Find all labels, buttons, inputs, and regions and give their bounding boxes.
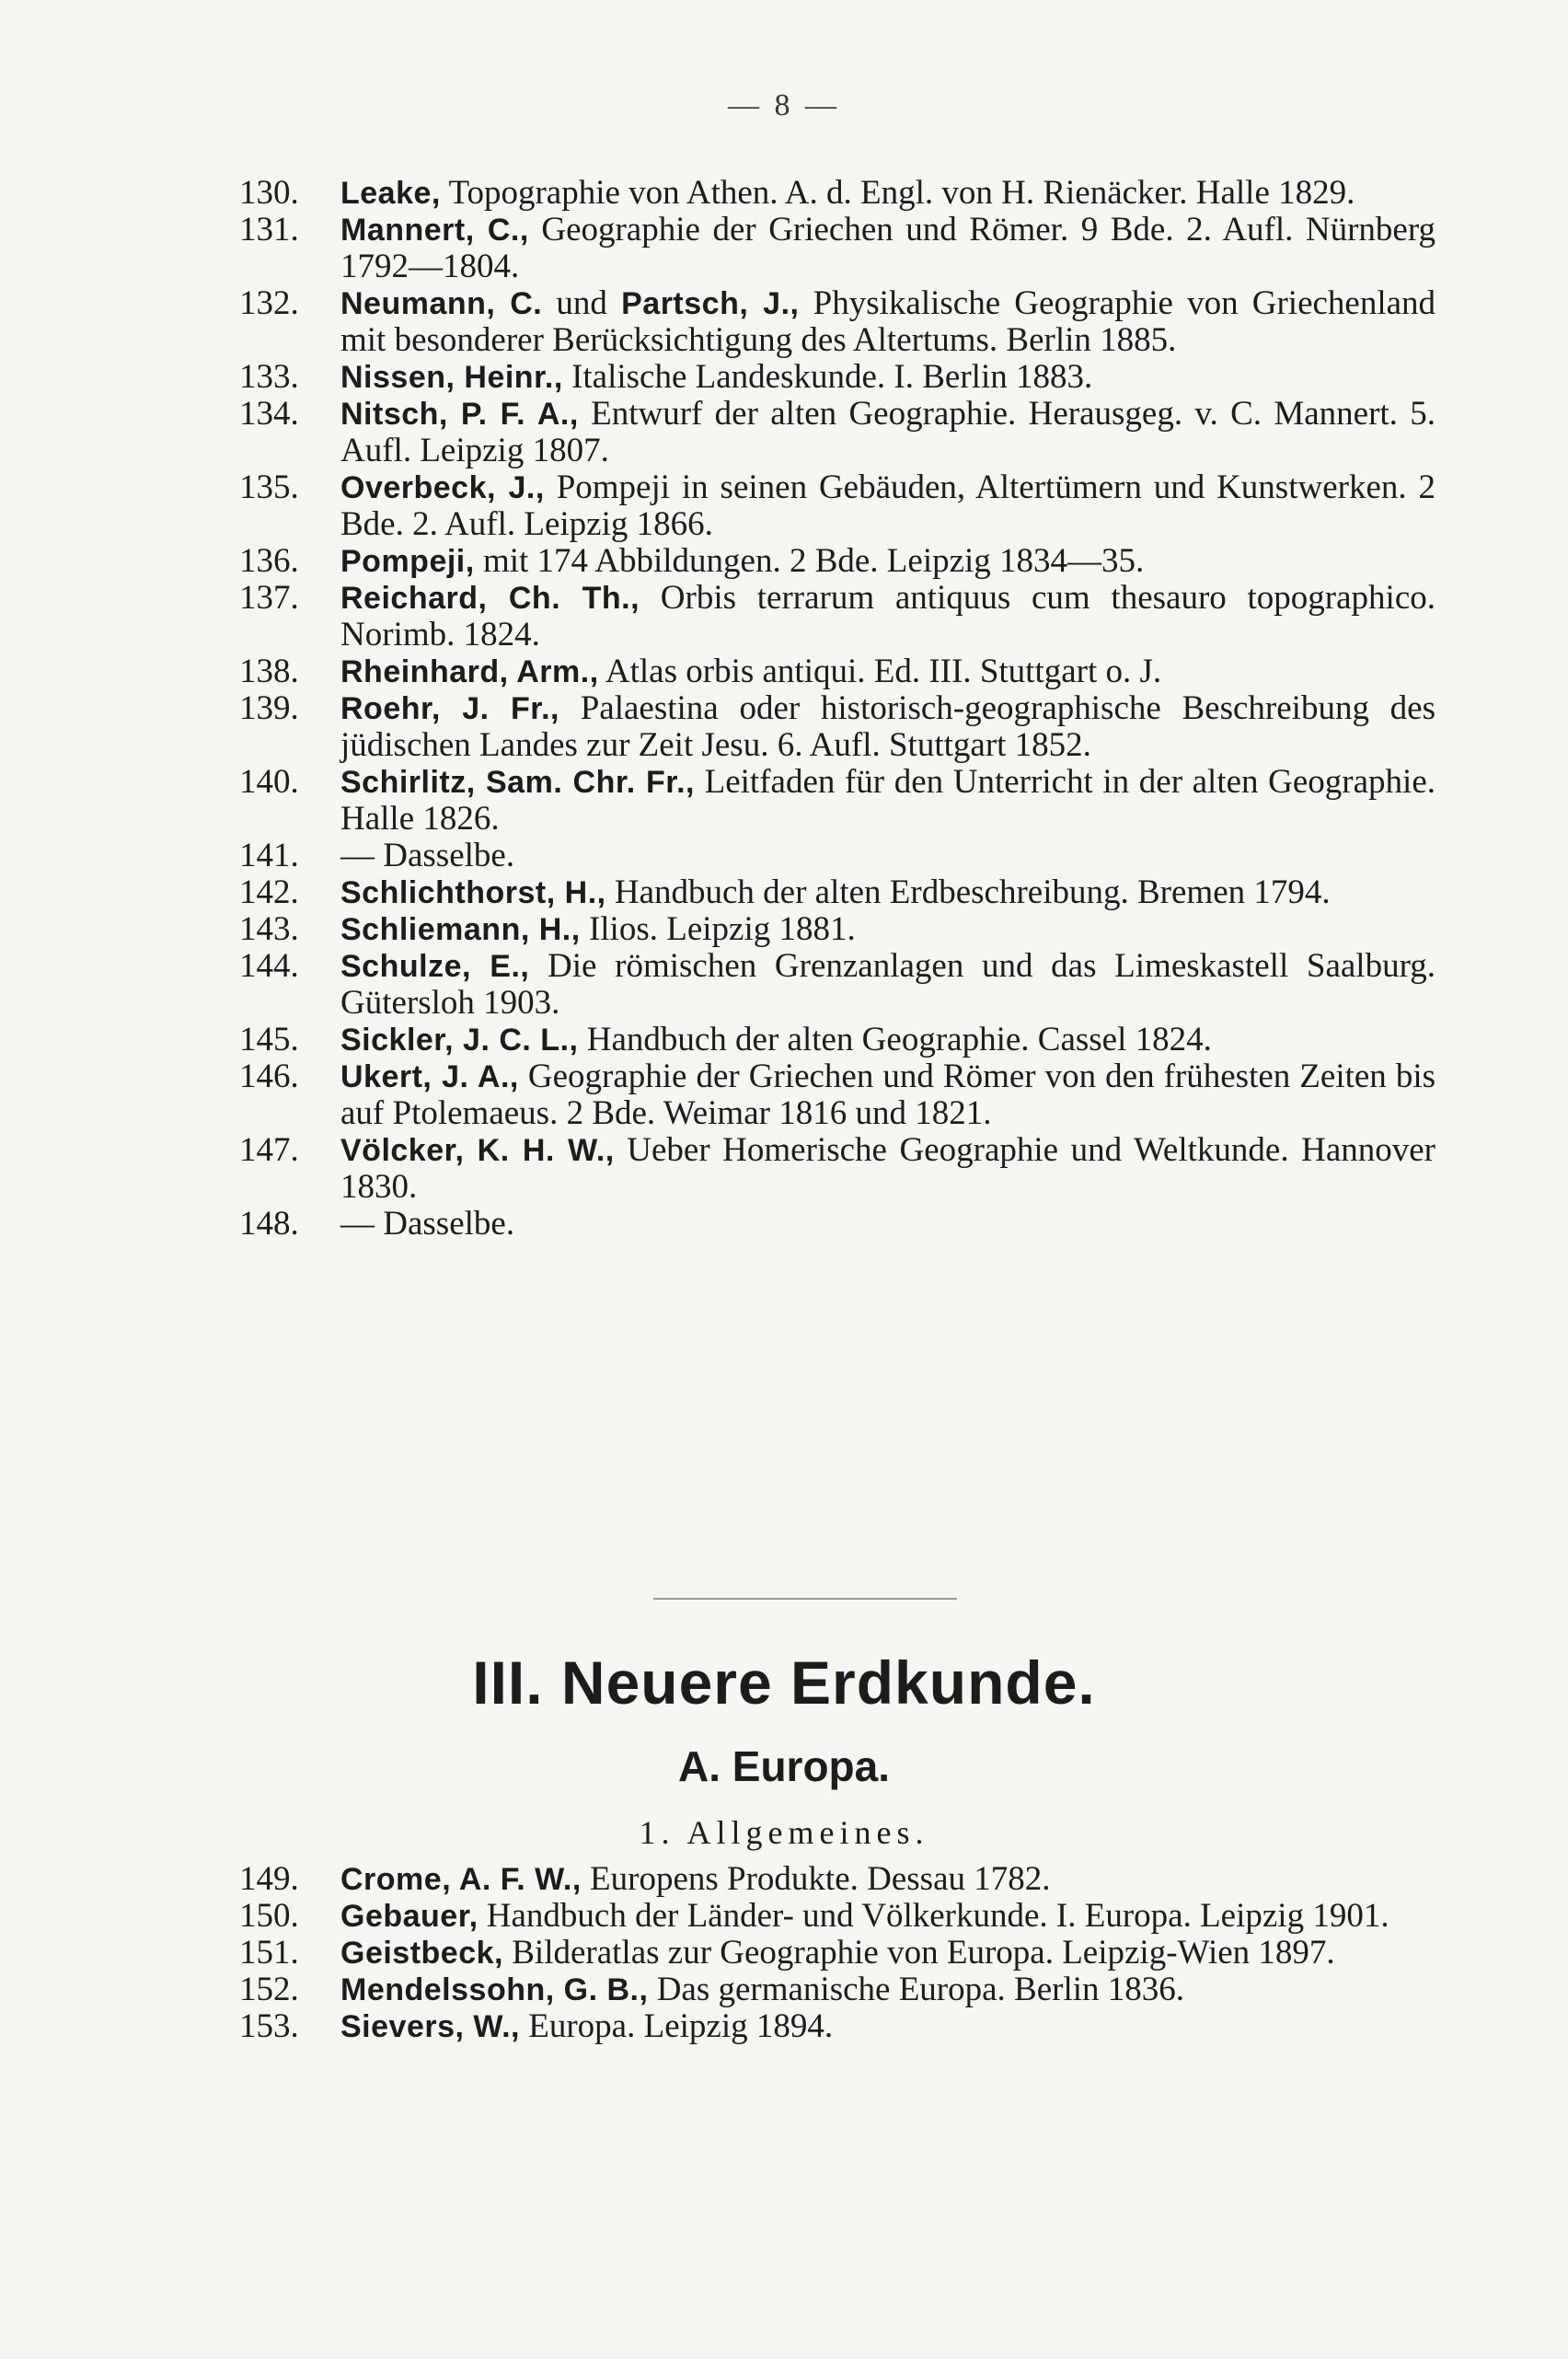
entry-text: Geographie der Griechen und Römer. 9 Bde. 2. Aufl. Nürnberg 1792—1804. bbox=[340, 211, 1435, 285]
bibliography-entry bbox=[239, 874, 1435, 911]
entry-body bbox=[340, 1972, 1435, 2008]
entry-number: 151. bbox=[239, 1934, 299, 1972]
entry-number: 134. bbox=[239, 395, 299, 433]
bibliography-entry bbox=[239, 1861, 1435, 1898]
bibliography-entry bbox=[239, 1132, 1435, 1206]
entry-text: Das germanische Europa. Berlin 1836. bbox=[656, 1971, 1185, 2008]
entry-body bbox=[340, 1022, 1435, 1058]
entry-body bbox=[340, 175, 1435, 212]
entry-text: und bbox=[556, 284, 607, 322]
entry-number: 147. bbox=[239, 1131, 299, 1169]
entry-number: 145. bbox=[239, 1021, 299, 1058]
bibliography-entry bbox=[239, 1022, 1435, 1058]
bibliography-entry bbox=[239, 948, 1435, 1022]
entry-number: 132. bbox=[239, 284, 299, 322]
entry-number: 143. bbox=[239, 910, 299, 948]
entry-author: Nitsch, P. F. A., bbox=[340, 397, 579, 432]
entry-number: 152. bbox=[239, 1971, 299, 2008]
entry-number: 140. bbox=[239, 763, 299, 801]
bibliography-entry bbox=[239, 838, 1435, 874]
entry-text: Die römischen Grenzanlagen und das Limeskastell Saalburg. Gütersloh 1903. bbox=[340, 947, 1435, 1022]
entry-author: Reichard, Ch. Th., bbox=[340, 581, 640, 616]
entry-body bbox=[340, 911, 1435, 948]
entry-body bbox=[340, 2008, 1435, 2045]
entry-text: Entwurf der alten Geographie. Herausgeg. v. C. Mannert. 5. Aufl. Leipzig 1807. bbox=[340, 395, 1435, 469]
entry-body bbox=[340, 838, 1435, 874]
entry-number: 149. bbox=[239, 1860, 299, 1898]
entry-number: 142. bbox=[239, 873, 299, 911]
entry-text: Europens Produkte. Dessau 1782. bbox=[590, 1860, 1051, 1898]
entry-body bbox=[340, 1206, 1435, 1243]
entry-text: Atlas orbis antiqui. Ed. III. Stuttgart o. J. bbox=[605, 653, 1162, 690]
bibliography-entry bbox=[239, 469, 1435, 543]
entry-body bbox=[340, 580, 1435, 653]
entry-author: Sickler, J. C. L., bbox=[340, 1023, 579, 1058]
entry-author: Nissen, Heinr., bbox=[340, 360, 563, 395]
entry-body bbox=[340, 1935, 1435, 1972]
bibliography-entry bbox=[239, 175, 1435, 212]
entry-author: Schirlitz, Sam. Chr. Fr., bbox=[340, 765, 696, 800]
entry-text: — Dasselbe. bbox=[340, 1205, 515, 1243]
entry-number: 150. bbox=[239, 1897, 299, 1935]
bibliography-entry bbox=[239, 285, 1435, 359]
entry-body bbox=[340, 653, 1435, 690]
entry-number: 139. bbox=[239, 689, 299, 727]
entry-text: Pompeji in seinen Gebäuden, Altertümern und Kunstwerken. 2 Bde. 2. Aufl. Leipzig 1866. bbox=[340, 468, 1436, 543]
subsubsection-heading: 1. Allgemeines. bbox=[639, 1814, 929, 1851]
bibliography-entry bbox=[239, 653, 1435, 690]
entry-text: Topographie von Athen. A. d. Engl. von H. Rienäcker. Halle 1829. bbox=[448, 174, 1355, 212]
entry-number: 141. bbox=[239, 837, 299, 874]
entry-number: 131. bbox=[239, 211, 299, 249]
entry-body bbox=[340, 212, 1435, 285]
bibliography-entry bbox=[239, 580, 1435, 653]
entry-number: 153. bbox=[239, 2007, 299, 2045]
entry-text: Handbuch der alten Geographie. Cassel 1824. bbox=[586, 1021, 1212, 1058]
entry-body bbox=[340, 543, 1435, 580]
entry-author: Völcker, K. H. W., bbox=[340, 1133, 615, 1168]
entry-number: 144. bbox=[239, 947, 299, 985]
entry-text: Italische Landeskunde. I. Berlin 1883. bbox=[571, 358, 1093, 396]
entry-number: 137. bbox=[239, 579, 299, 617]
entry-text: Geographie der Griechen und Römer von den frühesten Zeiten bis auf Ptolemaeus. 2 Bde. Weimar 1816 und 1821. bbox=[340, 1058, 1435, 1132]
entry-text-continued: Physikalische Geographie von Griechenland mit besonderer Berücksichtigung des Altertums. Berlin 1885. bbox=[340, 284, 1436, 359]
entry-author: Crome, A. F. W., bbox=[340, 1862, 582, 1897]
entry-text: Bilderatlas zur Geographie von Europa. Leipzig-Wien 1897. bbox=[512, 1934, 1335, 1972]
entry-author: Roehr, J. Fr., bbox=[340, 691, 559, 726]
bibliography-entry bbox=[239, 1058, 1435, 1132]
entry-number: 133. bbox=[239, 358, 299, 396]
bibliography-list-ancient bbox=[239, 175, 1435, 1243]
entry-author: Mendelssohn, G. B., bbox=[340, 1972, 649, 2007]
entry-body bbox=[340, 1861, 1435, 1898]
entry-number: 148. bbox=[239, 1205, 299, 1243]
bibliography-entry bbox=[239, 2008, 1435, 2045]
entry-body bbox=[340, 1898, 1435, 1935]
entry-number: 130. bbox=[239, 174, 299, 212]
page-number: — 8 — bbox=[728, 88, 840, 122]
entry-body bbox=[340, 359, 1435, 396]
entry-body bbox=[340, 690, 1435, 764]
bibliography-entry bbox=[239, 359, 1435, 396]
subsection-heading: A. Europa. bbox=[677, 1742, 891, 1790]
bibliography-entry bbox=[239, 690, 1435, 764]
entry-body bbox=[340, 764, 1435, 838]
entry-text: Orbis terrarum antiquus cum thesauro topographico. Norimb. 1824. bbox=[340, 579, 1435, 653]
entry-body bbox=[340, 285, 1435, 359]
bibliography-list-europe bbox=[239, 1861, 1435, 2045]
entry-text: Palaestina oder historisch-geographische Beschreibung des jüdischen Landes zur Zeit Jesu. 6. Aufl. Stuttgart 1852. bbox=[340, 689, 1435, 764]
entry-author: Leake, bbox=[340, 176, 441, 211]
entry-author: Neumann, C. bbox=[340, 286, 543, 321]
entry-body bbox=[340, 948, 1435, 1022]
entry-coauthor: Partsch, J., bbox=[621, 286, 800, 321]
entry-number: 146. bbox=[239, 1058, 299, 1095]
entry-text: mit 174 Abbildungen. 2 Bde. Leipzig 1834—35. bbox=[482, 542, 1145, 580]
entry-body bbox=[340, 874, 1435, 911]
bibliography-entry bbox=[239, 543, 1435, 580]
bibliography-entry bbox=[239, 396, 1435, 469]
entry-text: Ilios. Leipzig 1881. bbox=[588, 910, 856, 948]
entry-body bbox=[340, 469, 1435, 543]
entry-text: Leitfaden für den Unterricht in der alten Geographie. Halle 1826. bbox=[340, 763, 1435, 838]
entry-number: 138. bbox=[239, 653, 299, 690]
entry-text: — Dasselbe. bbox=[340, 837, 515, 874]
entry-text: Handbuch der Länder- und Völkerkunde. I. Europa. Leipzig 1901. bbox=[486, 1897, 1389, 1935]
bibliography-entry bbox=[239, 212, 1435, 285]
entry-text: Ueber Homerische Geographie und Weltkunde. Hannover 1830. bbox=[340, 1131, 1436, 1206]
entry-number: 136. bbox=[239, 542, 299, 580]
entry-author: Schulze, E., bbox=[340, 949, 530, 984]
bibliography-entry bbox=[239, 1972, 1435, 2008]
bibliography-entry bbox=[239, 1898, 1435, 1935]
section-heading: III. Neuere Erdkunde. bbox=[472, 1648, 1096, 1717]
bibliography-entry bbox=[239, 1935, 1435, 1972]
entry-author: Schlichthorst, H., bbox=[340, 875, 606, 910]
entry-author: Geistbeck, bbox=[340, 1936, 503, 1971]
entry-body bbox=[340, 396, 1435, 469]
entry-author: Overbeck, J., bbox=[340, 470, 545, 505]
entry-author: Sievers, W., bbox=[340, 2009, 520, 2044]
entry-author: Schliemann, H., bbox=[340, 912, 581, 947]
section-divider bbox=[653, 1598, 957, 1600]
entry-number: 135. bbox=[239, 468, 299, 506]
entry-body bbox=[340, 1058, 1435, 1132]
bibliography-entry bbox=[239, 911, 1435, 948]
entry-author: Mannert, C., bbox=[340, 213, 529, 248]
entry-body bbox=[340, 1132, 1435, 1206]
bibliography-entry bbox=[239, 764, 1435, 838]
entry-author: Gebauer, bbox=[340, 1899, 478, 1934]
entry-author: Pompeji, bbox=[340, 544, 475, 579]
entry-author: Rheinhard, Arm., bbox=[340, 654, 599, 689]
entry-author: Ukert, J. A., bbox=[340, 1059, 519, 1094]
entry-text: Handbuch der alten Erdbeschreibung. Bremen 1794. bbox=[614, 873, 1331, 911]
bibliography-entry bbox=[239, 1206, 1435, 1243]
entry-text: Europa. Leipzig 1894. bbox=[528, 2007, 834, 2045]
